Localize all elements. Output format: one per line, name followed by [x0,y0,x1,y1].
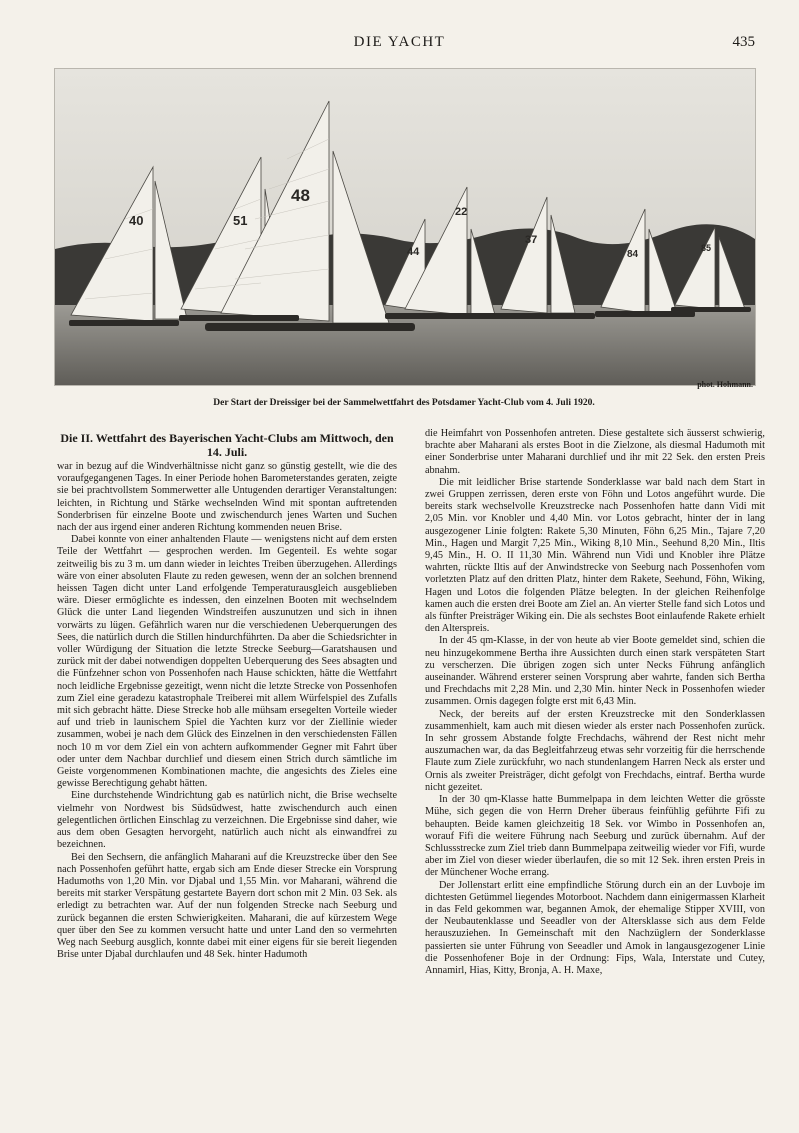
paragraph: Dabei konnte von einer anhaltenden Flaute — wenigstens nicht auf dem ersten Teile der Wettfahrt — gesprochen werden. Im Gegenteil. Es wehte sogar zeitweilig bis zu 3 m. um dann wieder in leichtes Treiben überzugehen. Allerdings wäre von einer absoluten Flaute zu reden gewesen, wenn der an solchen brennend heissen Tagen dicht unter Land erfolgende Temperaturausgleich ausgeblieben wäre. Dieser ermöglichte es indessen, den einzelnen Booten mit wechselndem Glück die unter Land liegenden Windstreifen auszunutzen und sich in ihnen vorwärts zu lügen. Gefährlich waren nur die verschiedenen Ueberquerungen des Sees, die natürlich durch die Stillen hindurchführten. Da aber die Schiedsrichter in voller Würdigung der Situation die letzte Strecke Seeburg—Garatshausen und zurück mit der dabei notwendigen doppelten Ueberquerung des Sees absagten und die Fünfzehner schon von Possenhofen nach Hause schickten, hätte die Wettfahrt noch leidliche Ergebnisse gezeitigt, wenn nicht die letzte Strecke von Possenhofen zum Ziel eine geradezu katastrophale Treiberei mit allem Würfelspiel des Zufalls mit sich gebracht hätte. Diese Strecke hob alle mühsam ersegelten Vorteile wieder auf und trieb in launischem Spiel die Yachten kurz vor der Ziellinie wieder zusammen, wobei je nach dem Glück des Einzelnen in den verschiedensten Fällen noch 10 m vor dem Ziel ein von achtern aufkommender Gegner mit Fahrt über oder unter dem Nachbar durchlief und diesem einen Strich durch sämtliche im Geiste vorgenommenen Kombinationen machte, die angesichts des Zieles eine gewisse Berechtigung gehabt hätten. [57,534,397,790]
sail-number: 84 [627,249,639,260]
sail-number: 85 [701,243,712,253]
article-title: Die II. Wettfahrt des Bayerischen Yacht-Clubs am Mittwoch, den 14. Juli. [60,431,394,459]
paragraph: war in bezug auf die Windverhältnisse nicht ganz so günstig gestellt, wie die des voraufgegangenen Tages. In einer Periode hohen Barometerstandes geraten, zeigte sie bei prachtvollstem Sommerwetter alle Untugenden derartiger Veranstaltungen: leichten, in Richtung und Stärke wechselnden Wind mit spontan auftretenden Sonderbrisen für einzelne Boote und zwischendurch jenes Warten und Suchen nach der aus irgend einer anderen Richtung kommenden neuen Brise. [57,461,397,534]
sail-number: 51 [233,213,248,228]
page-header [0,34,799,58]
sail-number: 44 [407,246,420,258]
sail-number: 22 [455,206,468,218]
sail-number: 40 [129,213,144,228]
paragraph: Der Jollenstart erlitt eine empfindliche Störung durch ein an der Luvboje im dichtesten Getümmel liegendes Motorboot. Nachdem dann einigermassen Klarheit in das Feld gekommen war, begannen Amok, der ehemalige Stipper XVIII, von der Neubautenklasse und Seeadler von der Altersklasse sich aus dem Felde herauszuziehen. In Gemeinschaft mit den Nachzüglern der Sonderklasse passierten sie unter Führung von Seeadler und Amok in langausgezogener Linie die Possenhofener Boje in der Ordnung: Fips, Wala, Interstate und Cutey, Annamirl, Hias, Kitty, Bronja, A. H. Maxe, [425,879,765,976]
paragraph: Bei den Sechsern, die anfänglich Maharani auf die Kreuzstrecke über den See nach Possenhofen geführt hatte, ergab sich am Ende dieser Strecke ein Vorsprung Hadumoths von 1,20 Min. vor Djabal und 1,55 Min. vor Maharani, während die bereits mit starker Verspätung gestartete Bayern dort schon mit 2 Min. 03 Sek. als erledigt zu betrachten war. Auf der nun folgenden Strecke nach Seeburg und zurück begannen die ersten Schwierigkeiten. Maharani, die auf kürzestem Wege quer über den See zu kommen versucht hatte und unter Land den so vermehrten Weg nach Seeburg ausglich, konnte dabei mit einer eigens für sie bereit liegenden Brise unter Djabal durchlaufen und 48 Sek. hinter Hadumoth [57,851,397,961]
paragraph: Eine durchstehende Windrichtung gab es natürlich nicht, die Brise wechselte vielmehr von Nordwest bis Südsüdwest, hatte zwischendurch auch einen gelegentlichen örtlichen Einschlag zu verzeichnen. Die Ergebnisse sind daher, wie aus dem oben Gesagten hervorgeht, natürlich auch nicht als einwandfrei zu bezeichnen. [57,790,397,851]
paragraph: Die mit leidlicher Brise startende Sonderklasse war bald nach dem Start in zwei Gruppen zerrissen, deren erste von Föhn und Lotos angeführt wurde. Die bereits stark wechselvolle Kreuzstrecke nach Possenhofen hatte dann Vidi mit 2,05 Min. vor Knobler und 4,40 Min. vor Lotos gebracht, hinter der in lang ausgezogener Linie folgten: Rakete 5,30 Minuten, Föhn 6,25 Min., Tajare 7,20 Min., Hagen und Margit 7,25 Min., Wiking 8,10 Min., Seehund 8,20 Min., Iltis 9,45 Min., H. O. II 11,30 Min. Während nun Vidi und Knobler ihre Plätze wahrten, rückte Iltis auf der Anwindstrecke von Seeburg nach Possenhofen vom vorletzten Platz auf den dritten Platz, hinter dem Rakete, Seehund, Föhn, Wiking, Hagen und Lotos die folgenden Plätze belegten. In der gleichen Reihenfolge kamen auch die ersten drei Boote am Ziel an. An vierter Stelle fand sich Lotos und als fünfter Preisträger Wiking ein. Die als sechstes Boot einlaufende Rakete erhielt den Alterspreis. [425,476,765,635]
figure-caption: Der Start der Dreissiger bei der Sammelwettfahrt des Potsdamer Yacht-Club vom 4. Juli 1920. [213,398,595,408]
regatta-photo [54,68,756,386]
page-number: 435 [732,34,755,50]
sail-number: 48 [291,186,310,205]
sail-number: 37 [525,234,538,246]
paragraph: Neck, der bereits auf der ersten Kreuzstrecke mit den Sonderklassen zusammenhielt, kam auch mit diesen wieder als erster nach Possenhofen zurück. In sehr grossem Abstande folgte Frechdachs, während der Rest nicht mehr auszumachen war, da das Begleitfahrzeug etwas sehr vorzeitig für die herrschende Flaute zum Ziele zurückfuhr, wo nach stundenlangem Harren Neck als erster und Ornis als zweiter Preisträger, dicht gefolgt von Frechdachs, eintraf. Bertha wurde nicht gezeitet. [425,708,765,793]
left-column [57,428,397,961]
photo-credit: phot. Hohmann. [697,380,753,389]
paragraph: die Heimfahrt von Possenhofen antreten. Diese gestaltete sich äusserst schwierig, brachte aber Maharani als erstes Boot in die Zielzone, als diesmal Hadumoth mit einer Sonderbrise unter Maharani durchlief und ihr mit 22 Sek. den ersten Preis abnahm. [425,428,765,476]
right-column [425,428,765,977]
paragraph: In der 30 qm-Klasse hatte Bummelpapa in dem leichten Wetter die grösste Mühe, sich gegen die von Herrn Dreher überaus feinfühlig geführte Fifi zu behaupten. Beide kamen gleichzeitig 18 Sek. vor Wimbo in Possenhofen an, worauf Fifi die weitere Führung nach Seeburg und zurück übernahm. Auf der Schlussstrecke zum Ziel trieb dann Bummelpapa zeitweilig wieder vor Fifi, wurde aber im Ziel von dieser wieder überlaufen, die so mit 12 Sek. ihren ersten Preis in der Münchener Woche errang. [425,794,765,879]
paragraph: In der 45 qm-Klasse, in der von heute ab vier Boote gemeldet sind, schien die neu hinzugekommene Bertha ihre Aussichten durch einen stark verspäteten Start zu verscherzen. Die übrigen zogen sich unter Necks Führung anfänglich auseinander. Während ersterer seinen Vorsprung aber wahrte, fanden sich Bertha und Frechdachs mit 2,28 Min. und 2,30 Min. hinter Neck in Possenhofen wieder zusammen. Ornis dagegen folgte erst mit 6,43 Min. [425,635,765,708]
journal-title: DIE YACHT [353,34,446,50]
